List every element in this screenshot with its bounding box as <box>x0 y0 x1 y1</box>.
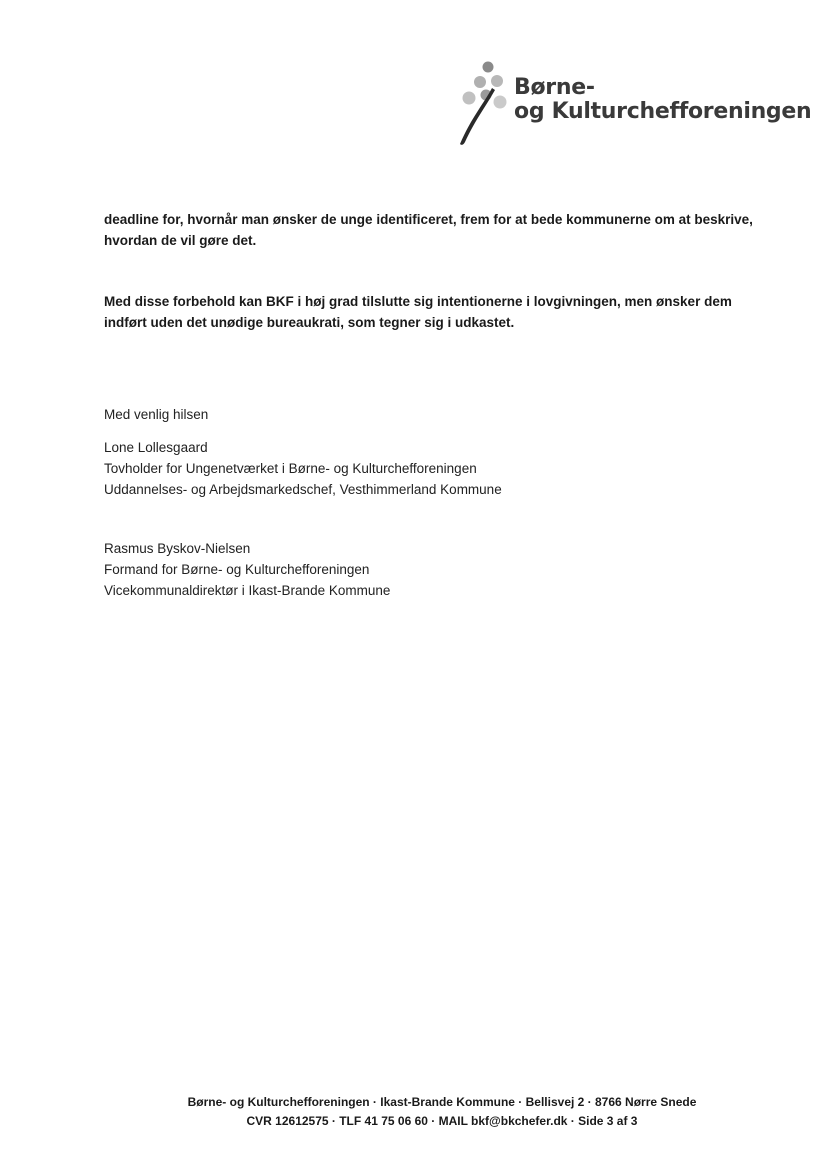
closing-greeting: Med venlig hilsen <box>104 407 209 422</box>
footer-address: Børne- og Kulturchefforeningen · Ikast-Brande Kommune · Bellisvej 2 · 8766 Nørre Snede <box>187 1095 697 1109</box>
signatory-name: Lone Lollesgaard <box>104 440 208 455</box>
logo-emblem-icon <box>452 58 514 150</box>
logo-line-1: Børne- <box>514 75 595 100</box>
paragraph-2: Med disse forbehold kan BKF i høj grad tilslutte sig intentionerne i lovgivningen, men ønsker dem indført uden det unødige bureaukrati, som tegner sig i udkastet. <box>104 294 732 330</box>
signatory-name: Rasmus Byskov-Nielsen <box>104 541 251 556</box>
page-footer <box>0 1093 828 1131</box>
organization-logo <box>452 58 812 150</box>
signatory-title: Uddannelses- og Arbejdsmarkedschef, Vesthimmerland Kommune <box>104 482 502 497</box>
paragraph-1: deadline for, hvornår man ønsker de unge identificeret, frem for at bede kommunerne om at beskrive, hvordan de vil gøre det. <box>104 212 753 248</box>
logo-wordmark <box>514 76 811 124</box>
signatory-title: Tovholder for Ungenetværket i Børne- og Kulturchefforeningen <box>104 461 477 476</box>
signatory-2 <box>104 538 390 601</box>
footer-contact: CVR 12612575 · TLF 41 75 06 60 · MAIL bkf@bkchefer.dk · Side 3 af 3 <box>246 1114 638 1128</box>
logo-line-2: og Kulturchefforeningen <box>514 99 812 124</box>
signatory-1 <box>104 437 502 500</box>
signatory-title: Vicekommunaldirektør i Ikast-Brande Kommune <box>104 583 391 598</box>
signatory-title: Formand for Børne- og Kulturchefforeningen <box>104 562 370 577</box>
